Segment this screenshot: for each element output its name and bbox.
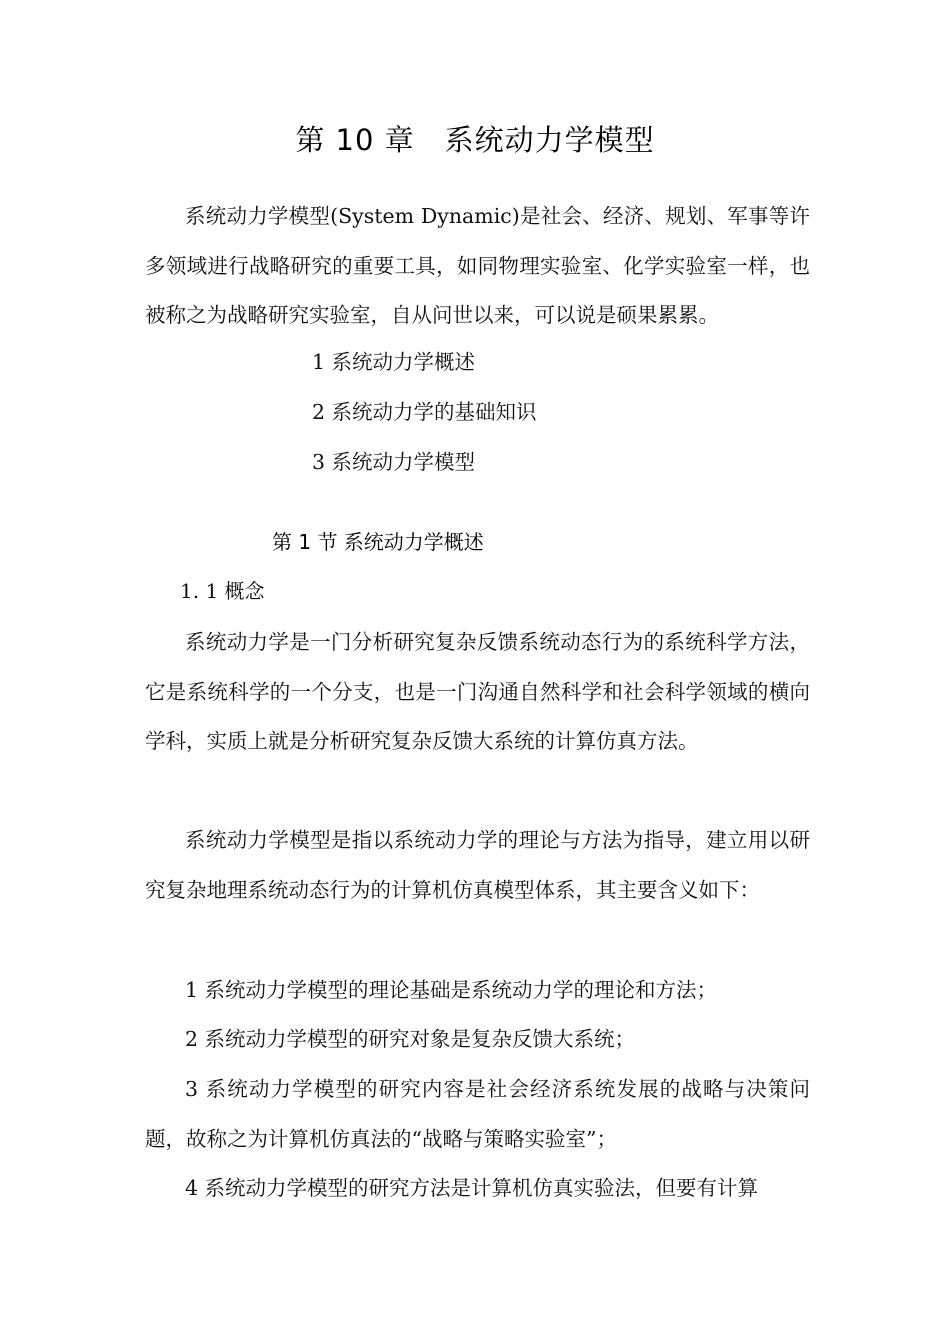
- body-paragraph-1: 系统动力学是一门分析研究复杂反馈系统动态行为的系统科学方法，它是系统科学的一个分支，也是一门沟通自然科学和社会科学领域的横向学科，实质上就是分析研究复杂反馈大系统的计算仿真方法。: [145, 630, 810, 753]
- toc-item-1: 1 系统动力学概述: [312, 350, 476, 374]
- toc-item-3: 3 系统动力学模型: [312, 450, 476, 474]
- list-item-1: 1 系统动力学模型的理论基础是系统动力学的理论和方法；: [185, 978, 718, 1002]
- list-item-2: 2 系统动力学模型的研究对象是复杂反馈大系统；: [185, 1027, 636, 1051]
- section-title: 第 1 节 系统动力学概述: [272, 530, 484, 554]
- subsection-title: 1. 1 概念: [180, 579, 265, 603]
- chapter-title: 第 10 章 系统动力学模型: [295, 123, 655, 157]
- intro-paragraph: 系统动力学模型(System Dynamic)是社会、经济、规划、军事等许多领域进行战略研究的重要工具，如同物理实验室、化学实验室一样，也被称之为战略研究实验室，自从问世以来，可以说是硕果累累。: [145, 204, 810, 327]
- toc-item-2: 2 系统动力学的基础知识: [312, 400, 537, 424]
- list-item-3: 3 系统动力学模型的研究内容是社会经济系统发展的战略与决策问题，故称之为计算机仿真法的“战略与策略实验室”；: [145, 1077, 810, 1151]
- body-paragraph-2: 系统动力学模型是指以系统动力学的理论与方法为指导，建立用以研究复杂地理系统动态行为的计算机仿真模型体系，其主要含义如下：: [145, 828, 810, 902]
- list-item-4: 4 系统动力学模型的研究方法是计算机仿真实验法，但要有计算: [185, 1176, 759, 1200]
